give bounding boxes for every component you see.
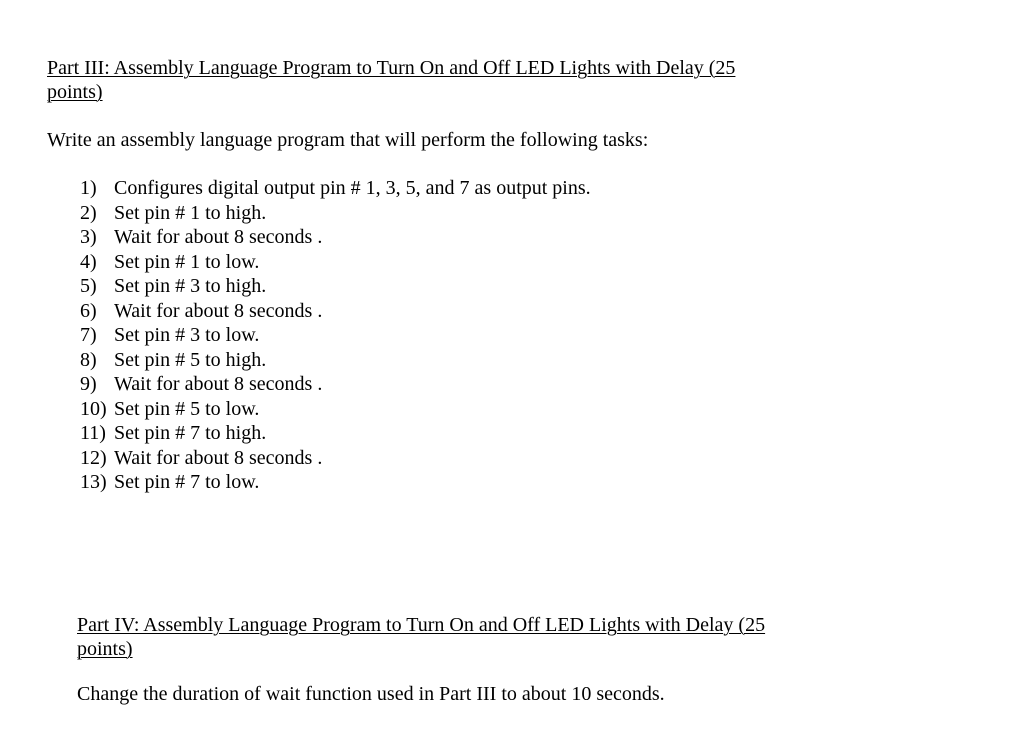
task-item [80,323,591,348]
part4-heading [77,613,857,661]
task-text: Set pin # 1 to high. [114,201,267,224]
task-text: Wait for about 8 seconds . [114,299,323,322]
part3-heading-line2: points) [47,81,103,103]
task-text: Set pin # 7 to high. [114,422,267,444]
task-number: 5) [80,275,97,297]
task-number: 7) [80,324,97,346]
task-text: Set pin # 3 to low. [114,324,260,346]
part3-heading-line1: Part III: Assembly Language Program to Turn On and Off LED Lights with Delay (25 [47,57,736,79]
task-item [80,470,591,495]
task-item [80,446,591,471]
task-text: Wait for about 8 seconds . [114,226,323,248]
task-item [80,201,591,226]
part3-intro: Write an assembly language program that will perform the following tasks: [47,129,649,151]
task-item [80,176,591,201]
task-item [80,225,591,250]
task-text: Set pin # 5 to low. [114,397,260,420]
task-number: 9) [80,373,97,395]
task-number: 11) [80,422,106,444]
part4-body: Change the duration of wait function used in Part III to about 10 seconds. [77,683,665,705]
task-number: 13) [80,471,107,493]
part4-heading-line1: Part IV: Assembly Language Program to Turn On and Off LED Lights with Delay (25 [77,614,766,636]
task-number: 8) [80,348,97,371]
task-item [80,348,591,373]
task-text: Wait for about 8 seconds . [114,446,323,469]
part3-heading [47,56,827,104]
task-item [80,397,591,422]
task-number: 1) [80,177,97,199]
task-text: Configures digital output pin # 1, 3, 5, and 7 as output pins. [114,177,591,199]
task-item [80,274,591,299]
task-number: 12) [80,446,107,469]
task-item [80,372,591,397]
task-text: Set pin # 1 to low. [114,250,260,273]
task-number: 2) [80,201,97,224]
task-item [80,250,591,275]
part4-heading-line2: points) [77,638,133,660]
task-item [80,421,591,446]
task-number: 10) [80,397,107,420]
task-text: Wait for about 8 seconds . [114,373,323,395]
part3-task-list [80,176,591,495]
task-number: 4) [80,250,97,273]
task-text: Set pin # 3 to high. [114,275,267,297]
task-text: Set pin # 5 to high. [114,348,267,371]
task-number: 6) [80,299,97,322]
task-number: 3) [80,226,97,248]
task-item [80,299,591,324]
task-text: Set pin # 7 to low. [114,471,260,493]
